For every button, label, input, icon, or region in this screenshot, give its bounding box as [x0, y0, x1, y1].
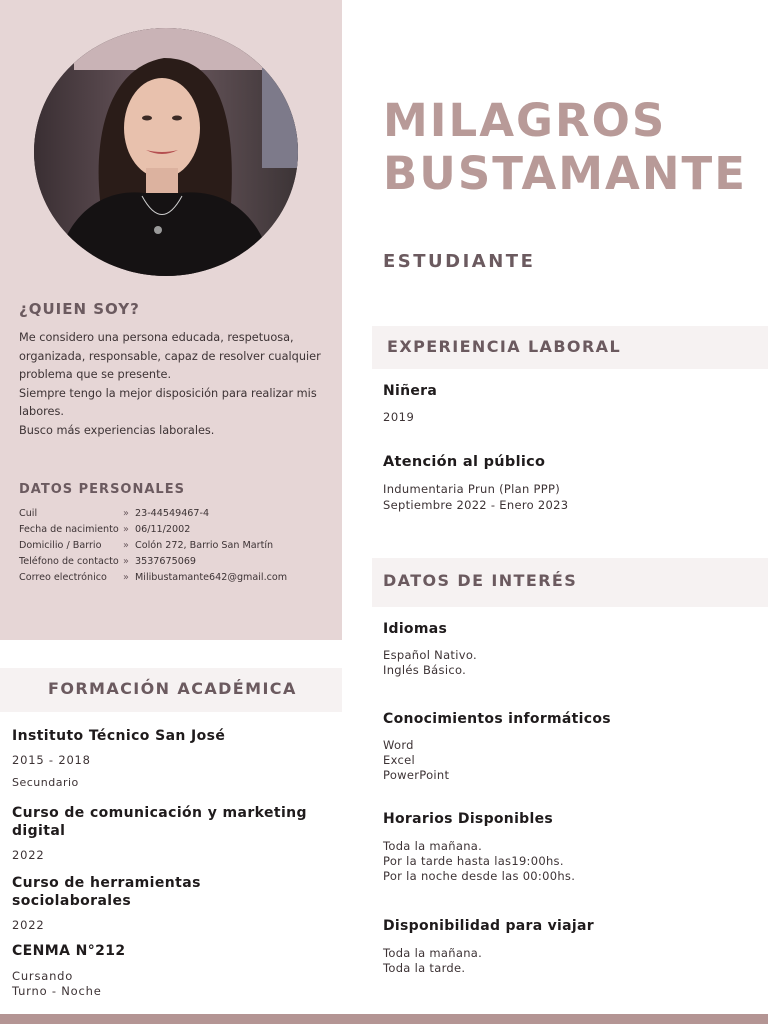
profile-photo [34, 28, 298, 276]
education-item-name: Curso de comunicación y marketing digital [12, 805, 307, 839]
about-heading: ¿QUIEN SOY? [19, 300, 140, 318]
interest-title: Conocimientos informáticos [383, 711, 611, 727]
about-paragraph [19, 329, 324, 440]
about-line: problema que se presente. [19, 368, 172, 381]
address-value: Colón 272, Barrio San Martín [135, 540, 274, 551]
education-item-detail: Cursando [12, 969, 74, 983]
interest-line: Word [383, 738, 414, 752]
education-item-name: Curso de herramientas sociolaborales [12, 875, 201, 909]
interest-line: Por la noche desde las 00:00hs. [383, 869, 576, 883]
phone-value: 3537675069 [135, 556, 197, 567]
chevron-right-icon: » [123, 540, 129, 551]
education-item-name: CENMA N°212 [12, 943, 126, 959]
chevron-right-icon: » [123, 556, 129, 567]
bottom-accent-bar [0, 1014, 768, 1024]
last-name: BUSTAMANTE [383, 147, 747, 200]
about-line: Busco más experiencias laborales. [19, 423, 215, 437]
interest-title: Horarios Disponibles [383, 811, 554, 827]
email-label: Correo electrónico [19, 572, 107, 583]
birthdate-label: Fecha de nacimiento [19, 524, 119, 535]
education-item-detail: Secundario [12, 776, 79, 789]
interest-title: Disponibilidad para viajar [383, 918, 594, 934]
interest-line: Inglés Básico. [383, 663, 467, 677]
interests-heading: DATOS DE INTERÉS [383, 571, 578, 590]
interest-line: Excel [383, 753, 415, 767]
experience-detail: 2019 [383, 410, 415, 424]
cuil-label: Cuil [19, 508, 38, 519]
experience-detail: Septiembre 2022 - Enero 2023 [383, 498, 569, 512]
phone-label: Teléfono de contacto [19, 556, 119, 567]
education-heading: FORMACIÓN ACADÉMICA [48, 679, 297, 698]
interest-line: Español Nativo. [383, 648, 477, 662]
chevron-right-icon: » [123, 524, 129, 535]
education-item-years: 2015 - 2018 [12, 753, 91, 767]
experience-role: Niñera [383, 383, 438, 399]
education-item-years: 2022 [12, 918, 45, 932]
interest-line: Por la tarde hasta las19:00hs. [383, 854, 564, 868]
email-value: Milibustamante642@gmail.com [135, 572, 288, 583]
education-item-detail: Turno - Noche [12, 984, 102, 998]
interest-line: PowerPoint [383, 768, 450, 782]
first-name: MILAGROS [383, 94, 667, 147]
education-item-name: Instituto Técnico San José [12, 728, 226, 744]
birthdate-value: 06/11/2002 [135, 524, 191, 535]
personal-data-heading: DATOS PERSONALES [19, 482, 185, 497]
experience-detail: Indumentaria Prun (Plan PPP) [383, 482, 561, 496]
interest-title: Idiomas [383, 621, 448, 637]
about-line: Siempre tengo la mejor disposición para realizar mis [19, 386, 317, 400]
experience-heading: EXPERIENCIA LABORAL [387, 337, 622, 356]
education-item-years: 2022 [12, 848, 45, 862]
experience-role: Atención al público [383, 454, 546, 470]
interest-line: Toda la tarde. [383, 961, 466, 975]
about-line: Me considero una persona educada, respetuosa, [19, 331, 294, 344]
cuil-value: 23-44549467-4 [135, 508, 210, 519]
interest-line: Toda la mañana. [383, 946, 483, 960]
full-name [383, 94, 747, 200]
about-line: organizada, responsable, capaz de resolver cualquier [19, 349, 321, 363]
address-label: Domicilio / Barrio [19, 540, 102, 551]
role-title: ESTUDIANTE [383, 251, 536, 272]
chevron-right-icon: » [123, 508, 129, 519]
chevron-right-icon: » [123, 572, 129, 583]
interest-line: Toda la mañana. [383, 839, 483, 853]
about-line: labores. [19, 405, 64, 418]
